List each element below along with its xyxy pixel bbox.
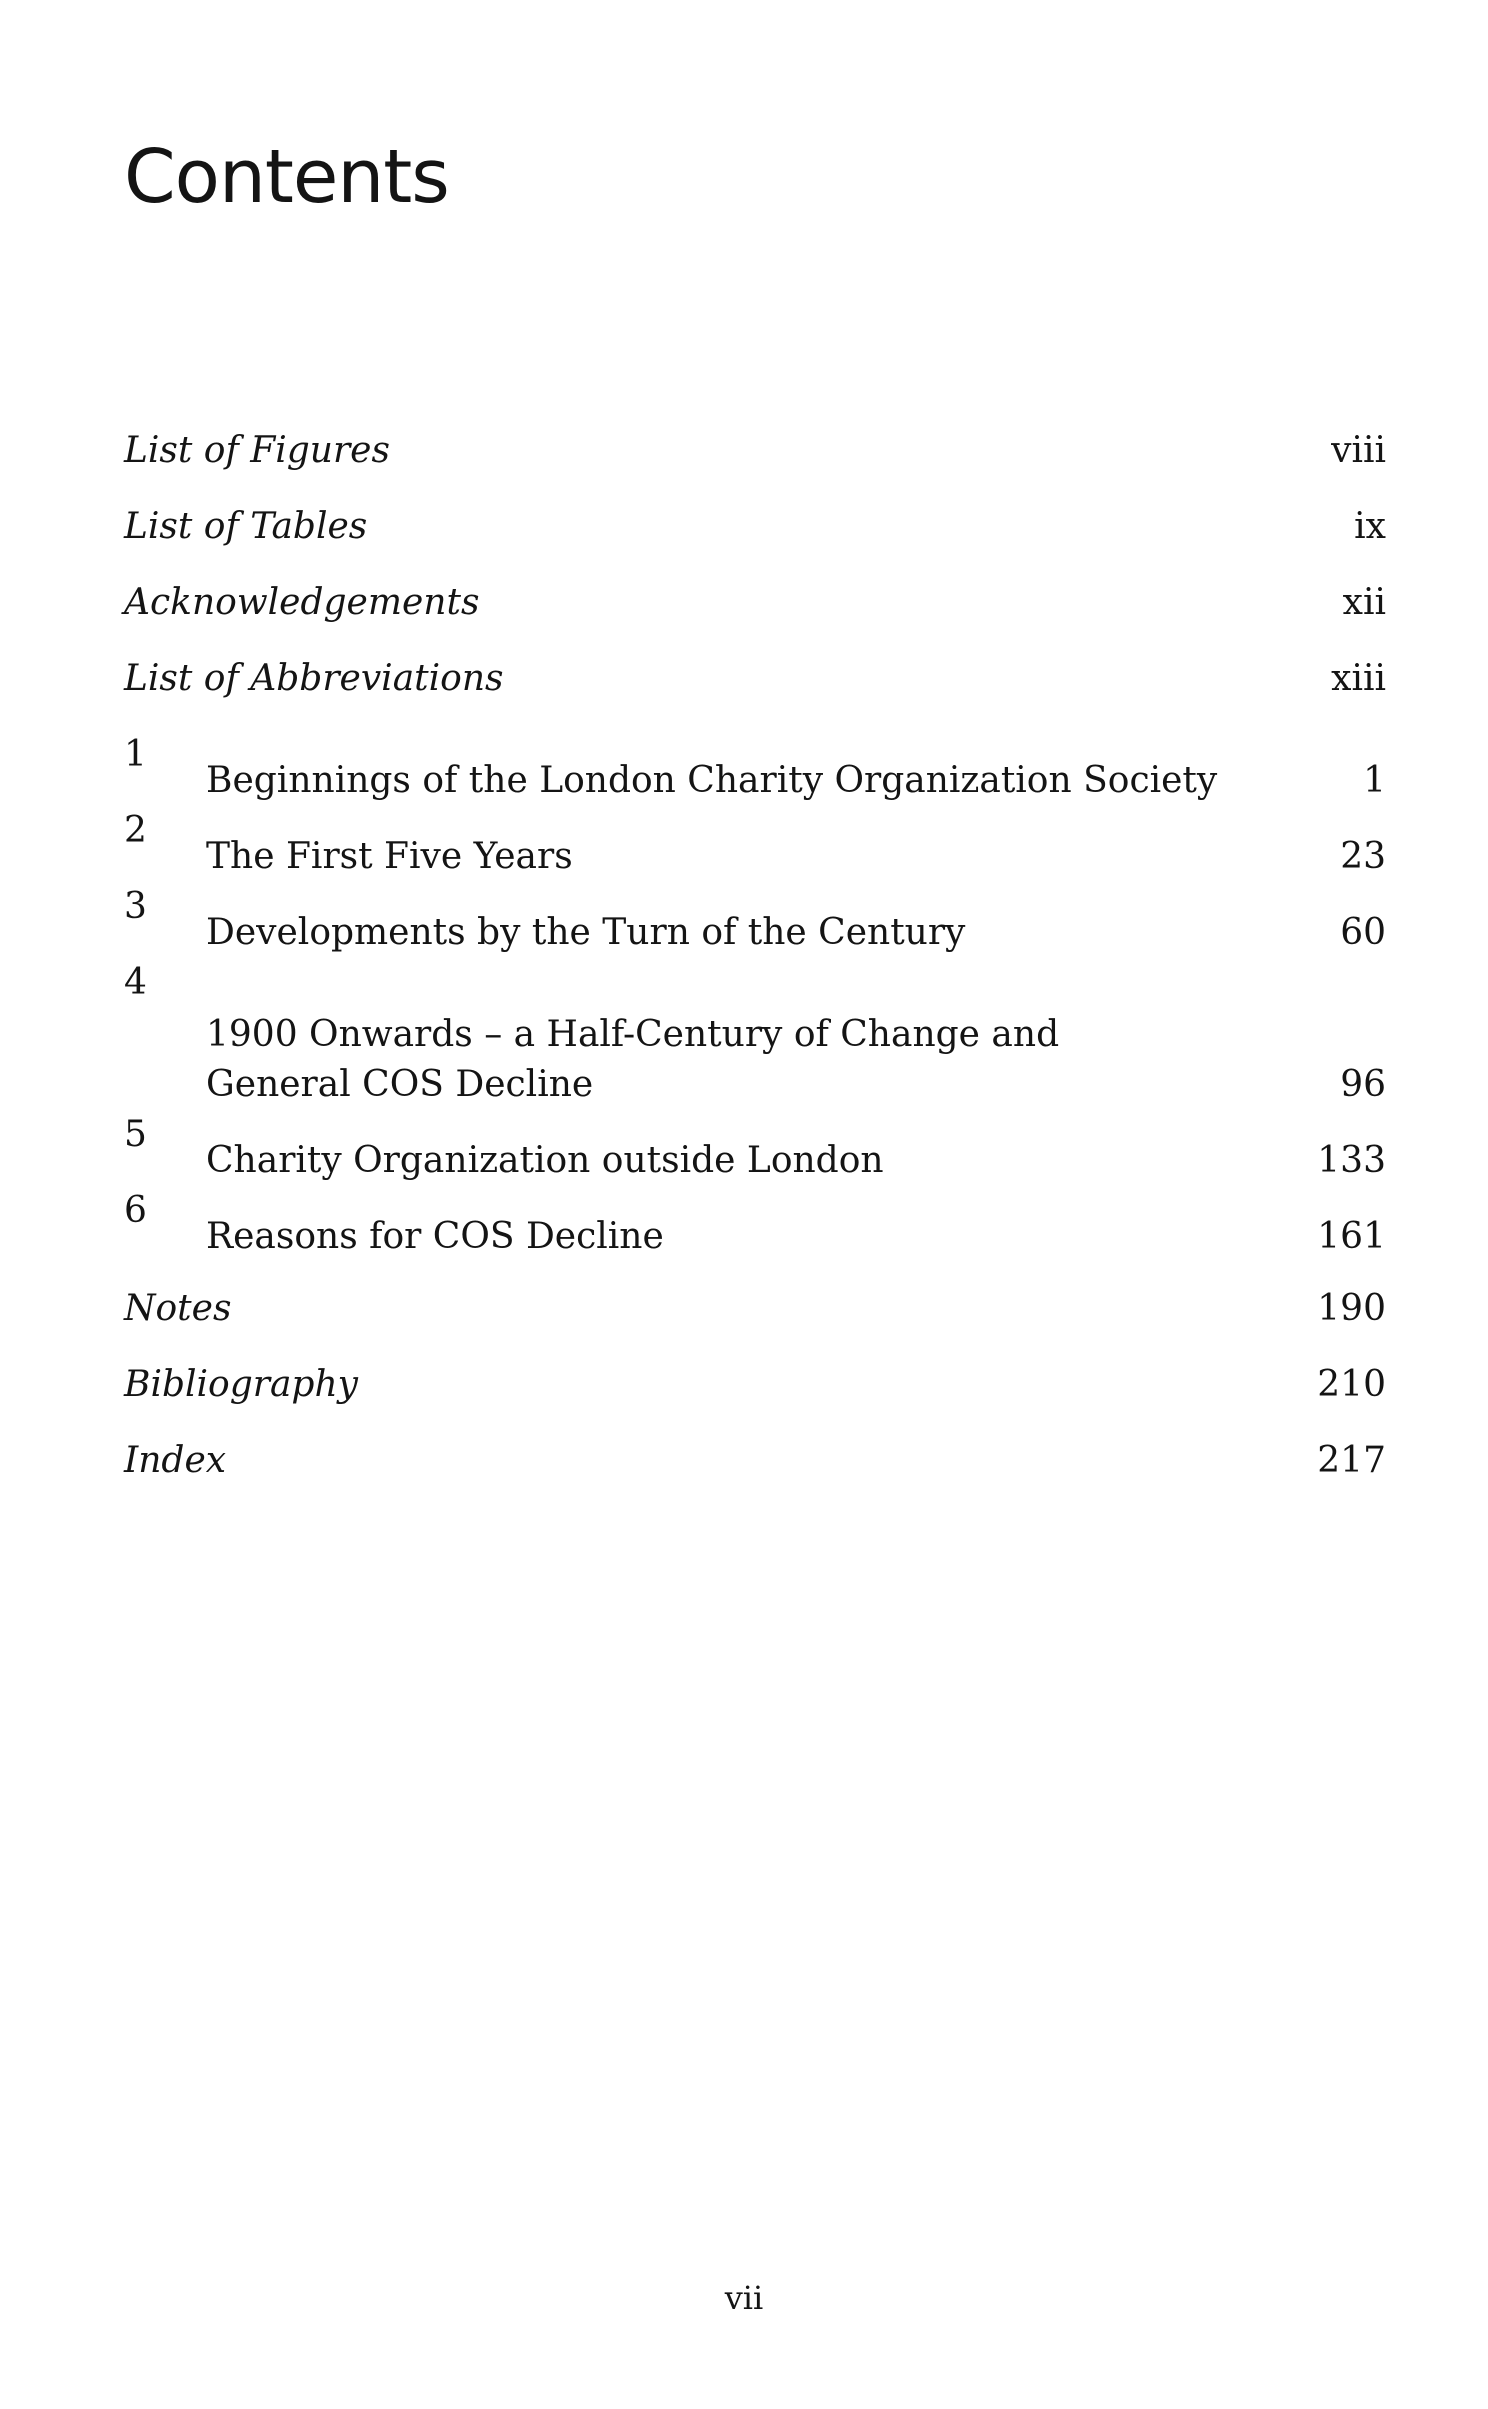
- chapter-number: 2: [124, 810, 147, 851]
- entry-title: List of Tables: [124, 506, 368, 547]
- entry-page: 190: [1317, 1288, 1386, 1329]
- chapter-number: 3: [124, 886, 147, 927]
- chapter-title-line-1: 1900 Onwards – a Half-Century of Change and: [206, 1014, 1060, 1055]
- entry-page: 1: [1363, 760, 1386, 801]
- entry-title: Acknowledgements: [124, 582, 480, 623]
- chapter-title: [206, 1010, 1340, 1110]
- chapter-list: [124, 730, 1386, 1262]
- toc-entry-list-of-abbreviations[interactable]: [124, 628, 1386, 704]
- entry-page: xiii: [1331, 658, 1386, 699]
- entry-page: 23: [1340, 836, 1386, 877]
- entry-page: ix: [1354, 506, 1386, 547]
- front-matter-list: [124, 400, 1386, 704]
- chapter-title: The First Five Years: [206, 836, 573, 877]
- toc-entry-chapter-5[interactable]: [124, 1110, 1386, 1186]
- chapter-number: 6: [124, 1190, 147, 1231]
- toc-entry-index[interactable]: [124, 1410, 1386, 1486]
- entry-page: 133: [1317, 1140, 1386, 1181]
- entry-page: viii: [1331, 430, 1386, 471]
- toc-entry-chapter-3[interactable]: [124, 882, 1386, 958]
- chapter-number: 1: [124, 734, 147, 775]
- entry-page: xii: [1342, 582, 1386, 623]
- toc-entry-list-of-tables[interactable]: [124, 476, 1386, 552]
- chapter-number: 5: [124, 1114, 147, 1155]
- toc-entry-chapter-4[interactable]: [124, 958, 1386, 1110]
- entry-title: Index: [124, 1440, 227, 1481]
- entry-page: 161: [1317, 1216, 1386, 1257]
- toc-entry-notes[interactable]: [124, 1258, 1386, 1334]
- chapter-number: 4: [124, 962, 147, 1003]
- toc-entry-chapter-6[interactable]: [124, 1186, 1386, 1262]
- entry-page: 96: [1340, 1064, 1386, 1105]
- toc-entry-chapter-2[interactable]: [124, 806, 1386, 882]
- toc-entry-list-of-figures[interactable]: [124, 400, 1386, 476]
- back-matter-list: [124, 1258, 1386, 1486]
- entry-title: Notes: [124, 1288, 232, 1329]
- page-title: Contents: [124, 134, 449, 220]
- entry-page: 60: [1340, 912, 1386, 953]
- toc-entry-acknowledgements[interactable]: [124, 552, 1386, 628]
- chapter-title: Reasons for COS Decline: [206, 1216, 664, 1257]
- entry-title: List of Abbreviations: [124, 658, 504, 699]
- entry-page: 210: [1317, 1364, 1386, 1405]
- chapter-title: Developments by the Turn of the Century: [206, 912, 966, 953]
- entry-page: 217: [1317, 1440, 1386, 1481]
- entry-title: Bibliography: [124, 1364, 358, 1405]
- entry-title: List of Figures: [124, 430, 390, 471]
- chapter-title: Charity Organization outside London: [206, 1140, 884, 1181]
- chapter-title-line-2: General COS Decline: [206, 1064, 594, 1105]
- toc-entry-bibliography[interactable]: [124, 1334, 1386, 1410]
- chapter-title: Beginnings of the London Charity Organization Society: [206, 760, 1218, 801]
- page-number: vii: [724, 2279, 764, 2317]
- toc-entry-chapter-1[interactable]: [124, 730, 1386, 806]
